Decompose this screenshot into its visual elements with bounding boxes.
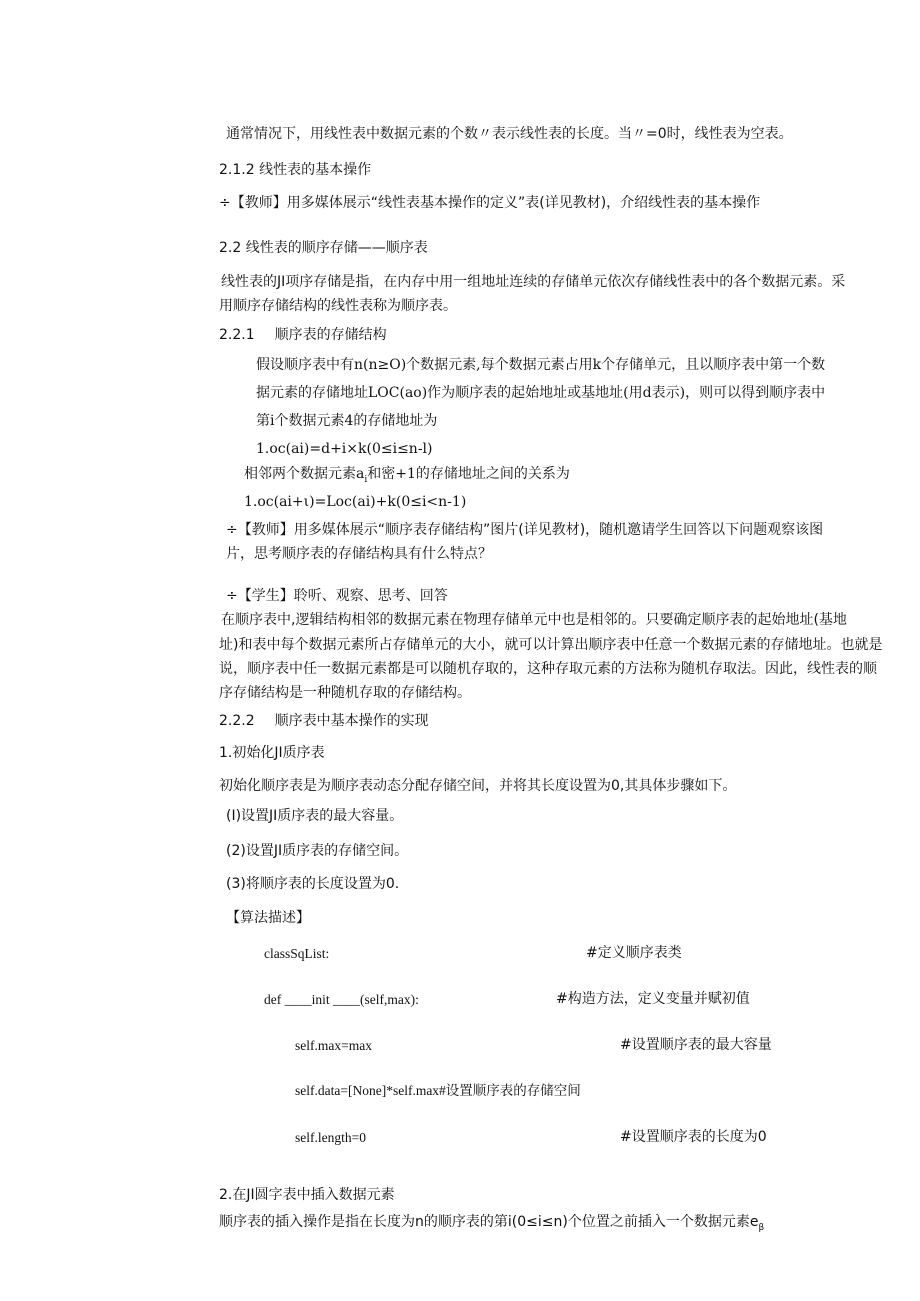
subheading-insert-element: 2.在JI圆字表中插入数据元素 [219,1187,395,1203]
subscript-i: i [364,474,368,485]
code-comment-length: #设置顺序表的长度为0 [620,1129,767,1145]
paragraph-adjacent-relation-pre: 相邻两个数据元素a [244,466,365,482]
subscript-beta: β [758,1222,765,1233]
heading-2-2-1-number: 2.2.1 [219,327,255,343]
paragraph-insert-operation-text: 顺序表的插入操作是指在长度为n的顺序表的第i(0≤i≤n)个位置之前插入一个数据元素e [219,1214,759,1230]
code-line-data: self.data=[None]*self.max#设置顺序表的存储空间 [295,1083,581,1098]
algorithm-heading: 【算法描述】 [226,910,310,926]
code-line-class: classSqList: [264,946,330,961]
paragraph-length-definition: 通常情况下，用线性表中数据元素的个数〃表示线性表的长度。当〃=0时，线性表为空表。 [226,126,793,142]
paragraph-random-access-line-3: 说，顺序表中任一数据元素都是可以随机存取的，这种存取元素的方法称为随机存取法。因此，线性表的顺 [219,661,877,677]
step-2: (2)设置JI质序表的存储空间。 [226,843,409,859]
heading-2-2-2-number: 2.2.2 [219,713,255,729]
paragraph-init-steps: 初始化顺序表是为顺序表动态分配存储空间，并将其长度设置为0,其具体步骤如下。 [219,778,737,794]
formula-adjacent-address: 1.oc(ai+ι)=Loc(ai)+k(0≤i<n-1) [244,494,467,510]
code-comment-init: #构造方法，定义变量并赋初值 [556,991,750,1007]
paragraph-adjacent-relation-post: 和密+1的存储地址之间的关系为 [367,466,570,482]
paragraph-adjacent-relation [244,466,570,486]
teacher-activity-1: ÷【教师】用多媒体展示“线性表基本操作的定义”表(详见教材)，介绍线性表的基本操作 [219,195,761,211]
heading-2-2-1-text: 顺序表的存储结构 [274,327,387,343]
heading-2-2-2 [219,713,429,730]
paragraph-storage-address-line-3: 第i个数据元素4的存储地址为 [256,413,438,429]
code-comment-class: #定义顺序表类 [586,945,682,961]
code-line-length: self.length=0 [295,1130,366,1145]
paragraph-sequential-storage-line-1: 线性表的JI项序存储是指，在内存中用一组地址连续的存储单元依次存储线性表中的各个数据元素。采 [221,274,846,290]
teacher-activity-2-line-1: ÷【教师】用多媒体展示“顺序表存储结构”图片(详见教材)，随机邀请学生回答以下问题观察该图 [226,522,824,538]
formula-address: 1.oc(ai)=d+i×k(0≤i≤n-l) [256,441,433,457]
heading-2-1-2: 2.1.2 线性表的基本操作 [219,162,372,178]
code-line-max: self.max=max [295,1038,372,1053]
heading-2-2-2-text: 顺序表中基本操作的实现 [274,713,429,729]
paragraph-sequential-storage-line-2: 用顺序存储结构的线性表称为顺序表。 [219,298,457,314]
code-line-init: def ____init ____(self,max): [264,992,419,1007]
paragraph-storage-address-line-2: 据元素的存储地址LOC(ao)作为顺序表的起始地址或基地址(用d表示)，则可以得到顺序表中 [256,385,826,401]
heading-2-2: 2.2 线性表的顺序存储——顺序表 [219,240,428,256]
student-activity: ÷【学生】聆听、观察、思考、回答 [226,588,448,604]
teacher-activity-2-line-2: 片，思考顺序表的存储结构具有什么特点？ [226,546,492,562]
step-3: (3)将顺序表的长度设置为0. [226,876,400,892]
paragraph-random-access-line-1: 在顺序表中,逻辑结构相邻的数据元素在物理存储单元中也是相邻的。只要确定顺序表的起始地址(基地 [221,612,847,628]
heading-2-2-1 [219,327,387,344]
step-1: (I)设置JI质序表的最大容量。 [226,808,404,824]
paragraph-random-access-line-4: 序存储结构是一种随机存取的存储结构。 [219,685,471,701]
subheading-init-sqlist: 1.初始化JI质序表 [219,745,325,761]
paragraph-insert-operation [219,1214,764,1234]
paragraph-random-access-line-2: 址)和表中每个数据元素所占存储单元的大小，就可以计算出顺序表中任意一个数据元素的存储地址。也就是 [219,637,883,653]
code-comment-max: #设置顺序表的最大容量 [620,1037,772,1053]
paragraph-storage-address-line-1: 假设顺序表中有n(n≥O)个数据元素,每个数据元素占用k个存储单元，且以顺序表中第一个数 [256,357,826,373]
